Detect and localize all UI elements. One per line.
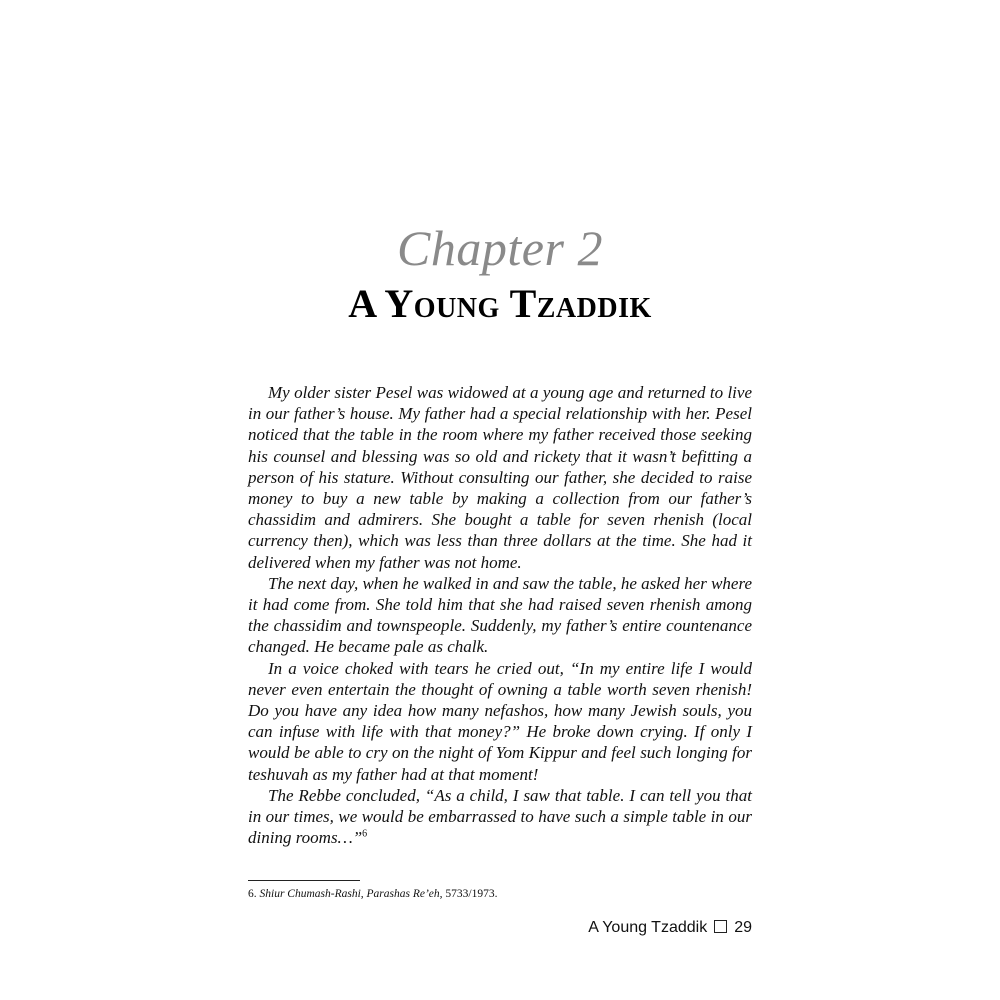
footnote [248,887,752,902]
footnote-divider [248,880,360,881]
square-box-icon [714,920,727,933]
paragraph-3: In a voice choked with tears he cried out, “In my entire life I would never even entertain the thought of owning a table worth seven rhenish! Do you have any idea how many nefashos, how many Jewish souls, you can infuse with life with that money?” He broke down crying. If only I would be able to cry on the night of Yom Kippur and feel such longing for teshuvah as my father had at that moment! [248,658,752,784]
paragraph-4 [248,785,752,849]
chapter-label: Chapter 2 [397,220,603,276]
body-text [248,382,752,848]
page-number: 29 [734,919,752,936]
footnote-reference: 6 [362,828,368,840]
footnote-source: Shiur Chumash-Rashi, Parashas Re’eh, [259,888,443,900]
paragraph-2: The next day, when he walked in and saw the table, he asked her where it had come from. She told him that she had raised seven rhenish among the chassidim and townspeople. Suddenly, my father’s entire countenance changed. He became pale as chalk. [248,573,752,657]
paragraph-4-text: The Rebbe concluded, “As a child, I saw that table. I can tell you that in our times, we would be embarrassed to have such a simple table in our dining rooms…” [248,785,752,848]
running-title: A Young Tzaddik [588,919,708,936]
running-footer [452,917,752,939]
paragraph-1: My older sister Pesel was widowed at a young age and returned to live in our father’s house. My father had a special relationship with her. Pesel noticed that the table in the room where my father received those seeking his counsel and blessing was so old and rickety that it wasn’t befitting a person of his stature. Without consulting our father, she decided to raise money to buy a new table by making a collection from our father’s chassidim and admirers. She bought a table for seven rhenish (local currency then), which was less than three dollars at the time. She had it delivered when my father was not home. [248,383,752,572]
chapter-title: A Young Tzaddik [348,281,652,326]
footnote-number: 6. [248,888,257,900]
footnote-date: 5733/1973. [445,888,498,900]
